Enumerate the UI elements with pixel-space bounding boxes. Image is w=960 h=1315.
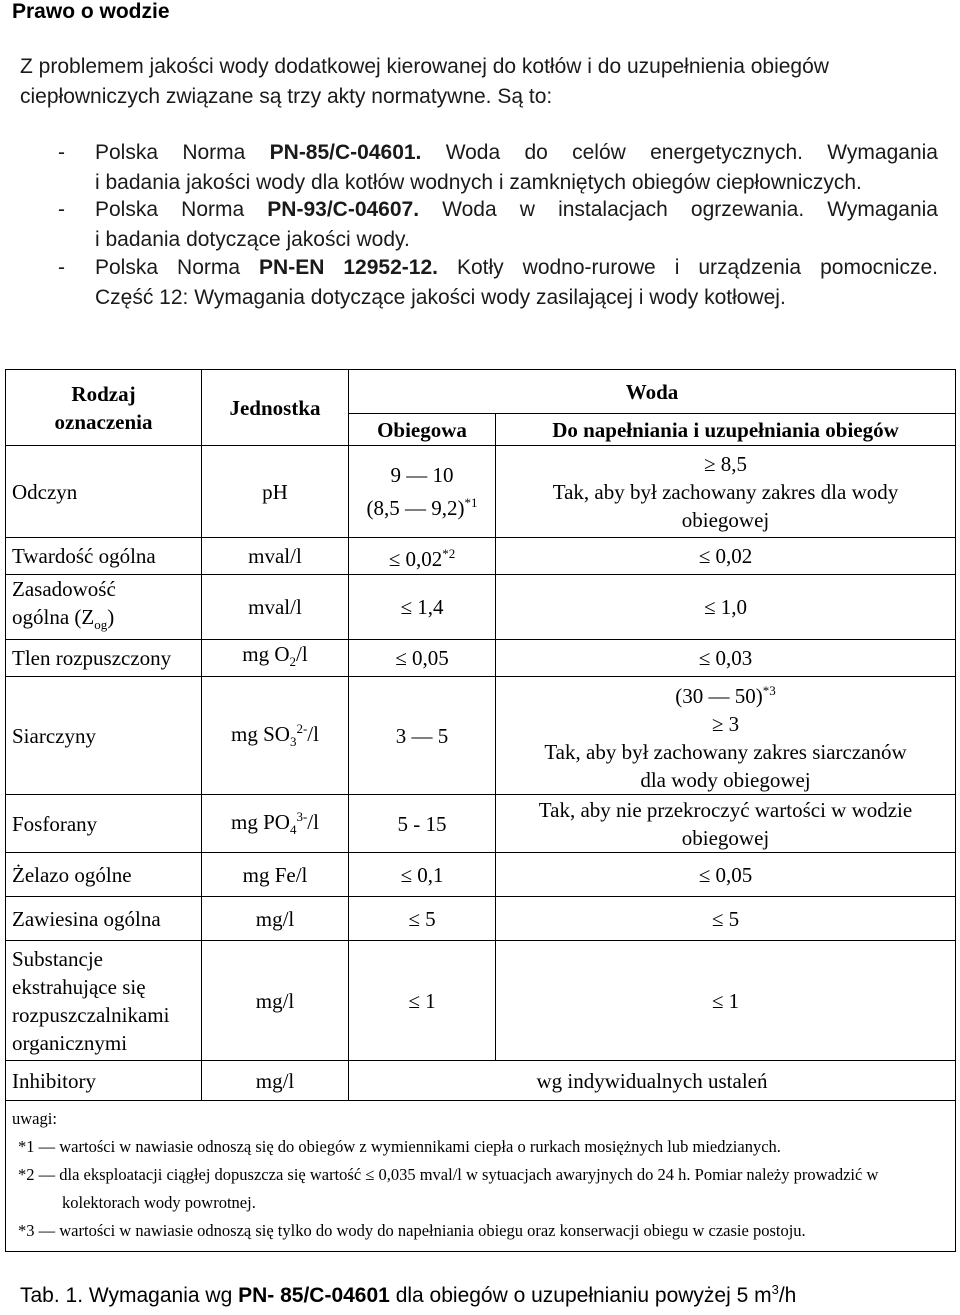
norm-item-3 <box>58 253 938 313</box>
list-dash: - <box>58 256 65 279</box>
note-1: *1 — wartości w nawiasie odnoszą się do obiegów z wymiennikami ciepła o rurkach mosiężnych lub miedzianych. <box>18 1137 781 1157</box>
norm-line-2: i badania jakości wody dla kotłów wodnych i zamkniętych obiegów ciepłowniczych. <box>95 171 862 194</box>
row-name: Odczyn <box>6 446 202 538</box>
note-2: *2 — dla eksploatacji ciągłej dopuszcza się wartość ≤ 0,035 mval/l w sytuacjach awaryjnych do 24 h. Pomiar należy prowadzić w kolektorach wody powrotnej. <box>18 1165 879 1213</box>
row-circ-value: ≤ 0,05 <box>349 640 496 677</box>
row-name: Substancje ekstrahujące się rozpuszczalnikami organicznymi <box>6 941 202 1061</box>
list-dash: - <box>58 141 65 164</box>
row-name: Twardość ogólna <box>6 538 202 575</box>
norm-item-1 <box>58 138 938 198</box>
row-fill-value: ≤ 0,02 <box>496 538 956 575</box>
norm-line-1: Polska Norma PN-EN 12952-12. Kotły wodno-rurowe i urządzenia pomocnicze. <box>95 256 938 279</box>
section-heading: Prawo o wodzie <box>12 0 170 23</box>
row-unit: mg/l <box>202 941 349 1061</box>
row-value: wg indywidualnych ustaleń <box>349 1061 956 1101</box>
norm-line-1: Polska Norma PN-85/C-04601. Woda do celów energetycznych. Wymagania <box>95 141 938 164</box>
row-circ-value: ≤ 5 <box>349 897 496 941</box>
row-unit: mg $PO_4^{3-}/l$ <box>202 795 349 853</box>
row-unit: pH <box>202 446 349 538</box>
header-woda: Woda <box>349 370 956 414</box>
list-dash: - <box>58 198 65 221</box>
row-fill-value: ≤ 1,0 <box>496 575 956 640</box>
table-notes <box>6 1101 956 1252</box>
row-unit: mval/l <box>202 575 349 640</box>
table-row-zasadowosc <box>6 575 956 640</box>
table-row-zelazo <box>6 853 956 897</box>
row-unit: mg/l <box>202 897 349 941</box>
note-3: *3 — wartości w nawiasie odnoszą się tylko do wody do napełniania obiegu oraz konserwacji obiegu w czasie postoju. <box>18 1221 806 1241</box>
norm-item-2 <box>58 195 938 255</box>
intro-text: Z problemem jakości wody dodatkowej kierowanej do kotłów i do uzupełnienia obiegów ciepłowniczych związane są trzy akty normatywne. Są to: <box>20 55 829 108</box>
row-name: Zawiesina ogólna <box>6 897 202 941</box>
row-name: Siarczyny <box>6 677 202 795</box>
row-circ-value: ≤ 0,02$^{*2}$ <box>349 538 496 575</box>
row-name: Zasadowość ogólna $(Z_{og})$ <box>6 575 202 640</box>
table-row-inhibitory <box>6 1061 956 1101</box>
row-unit: mg $SO_3^{2-}/l$ <box>202 677 349 795</box>
row-unit: mg/l <box>202 1061 349 1101</box>
table-row-fosforany <box>6 795 956 853</box>
row-unit: mval/l <box>202 538 349 575</box>
row-fill-value: ≤ 0,05 <box>496 853 956 897</box>
norm-line-2: i badania dotyczące jakości wody. <box>95 228 410 251</box>
table-row-zawiesina <box>6 897 956 941</box>
table-row-twardosc <box>6 538 956 575</box>
row-unit: mg Fe/l <box>202 853 349 897</box>
header-jednostka: Jednostka <box>202 370 349 446</box>
row-circ-value: ≤ 1,4 <box>349 575 496 640</box>
header-rodzaj: Rodzaj oznaczenia <box>6 370 202 446</box>
row-circ-value: ≤ 0,1 <box>349 853 496 897</box>
row-name: Fosforany <box>6 795 202 853</box>
table-row-tlen <box>6 640 956 677</box>
requirements-table <box>5 369 956 1252</box>
row-fill-value: ≥ 8,5 Tak, aby był zachowany zakres dla wody obiegowej <box>496 446 956 538</box>
table-row-substancje <box>6 941 956 1061</box>
row-circ-value: 3 — 5 <box>349 677 496 795</box>
table-row-siarczyny <box>6 677 956 795</box>
row-fill-value: ≤ 5 <box>496 897 956 941</box>
header-napelnianie: Do napełniania i uzupełniania obiegów <box>496 414 956 446</box>
row-fill-value: Tak, aby nie przekroczyć wartości w wodzie obiegowej <box>496 795 956 853</box>
row-name: Żelazo ogólne <box>6 853 202 897</box>
intro-paragraph <box>20 52 940 112</box>
row-name: Tlen rozpuszczony <box>6 640 202 677</box>
notes-label: uwagi: <box>12 1109 57 1129</box>
table-caption: Tab. 1. Wymagania wg PN- 85/C-04601 dla obiegów o uzupełnianiu powyżej 5 $m^3/h$ <box>20 1282 797 1307</box>
row-circ-value: 5 - 15 <box>349 795 496 853</box>
row-circ-value: ≤ 1 <box>349 941 496 1061</box>
row-name: Inhibitory <box>6 1061 202 1101</box>
row-fill-value: (30 — 50)$^{*3}$ ≥ 3 Tak, aby był zachowany zakres siarczanów dla wody obiegowej <box>496 677 956 795</box>
row-fill-value: ≤ 0,03 <box>496 640 956 677</box>
row-unit: mg $O_2/l$ <box>202 640 349 677</box>
norm-line-2: Część 12: Wymagania dotyczące jakości wody zasilającej i wody kotłowej. <box>95 286 786 309</box>
header-obiegowa: Obiegowa <box>349 414 496 446</box>
norm-line-1: Polska Norma PN-93/C-04607. Woda w instalacjach ogrzewania. Wymagania <box>95 198 938 221</box>
table-row-odczyn <box>6 446 956 538</box>
row-circ-value: 9 — 10 (8,5 — 9,2)$^{*1}$ <box>349 446 496 538</box>
row-fill-value: ≤ 1 <box>496 941 956 1061</box>
notes-cell <box>6 1101 956 1252</box>
